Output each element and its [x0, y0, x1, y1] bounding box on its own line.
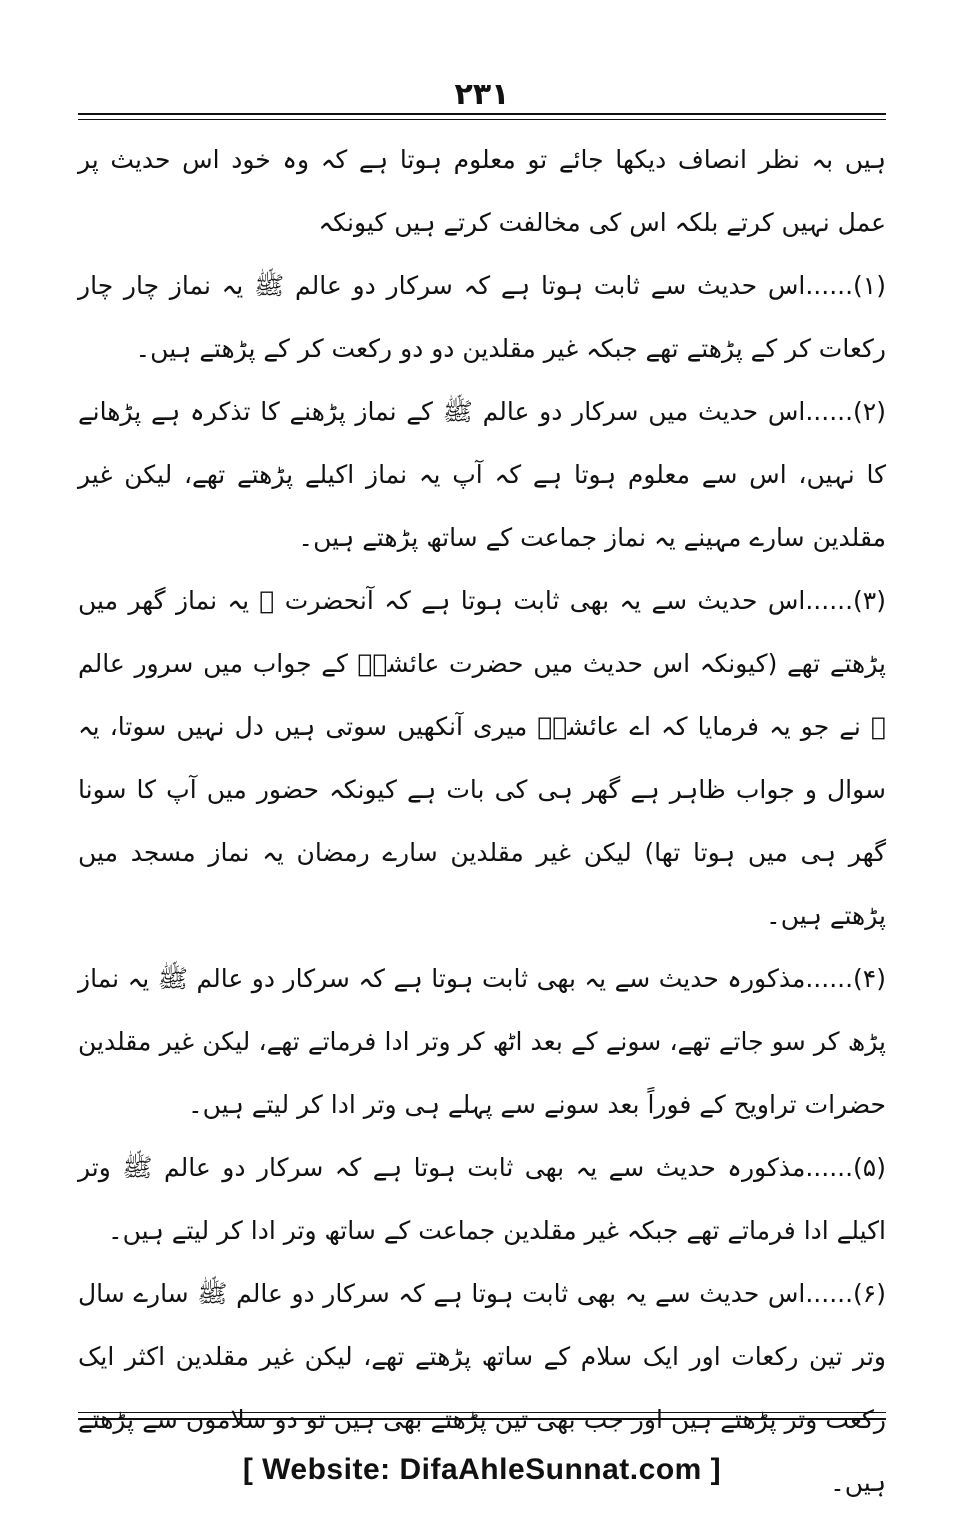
- footer-rule-thin: [78, 1412, 886, 1413]
- website-credit: [ Website: DifaAhleSunnat.com ]: [242, 1453, 722, 1486]
- point-5-paragraph: (۵)......مذکورہ حدیث سے یہ بھی ثابت ہوتا ہے کہ سرکار دو عالم ﷺ وتر اکیلے ادا فرماتے تھے جبکہ غیر مقلدین جماعت کے ساتھ وتر ادا کر لیتے ہیں۔: [78, 1153, 886, 1245]
- page-body: [78, 128, 886, 1514]
- point-6-paragraph: (۶)......اس حدیث سے یہ بھی ثابت ہوتا ہے کہ سرکار دو عالم ﷺ سارے سال وتر تین رکعات اور ایک سلام کے ساتھ پڑھتے تھے، لیکن غیر مقلدین اکثر ایک رکعت وتر پڑھتے ہیں اور جب بھی تین پڑھتے بھی ہیں تو دو سلاموں سے پڑھتے ہیں۔: [78, 1279, 886, 1497]
- point-1-paragraph: (۱)......اس حدیث سے ثابت ہوتا ہے کہ سرکار دو عالم ﷺ یہ نماز چار چار رکعات کر کے پڑھتے تھے جبکہ غیر مقلدین دو دو رکعت کر کے پڑھتے ہیں۔: [78, 271, 886, 363]
- point-3-paragraph: (۳)......اس حدیث سے یہ بھی ثابت ہوتا ہے کہ آنحضرت ﷺ یہ نماز گھر میں پڑھتے تھے (کیونکہ اس حدیث میں حضرت عائشہؓ کے جواب میں سرور عالم ﷺ نے جو یہ فرمایا کہ اے عائشہؓ میری آنکھیں سوتی ہیں دل نہیں سوتا، یہ سوال و جواب ظاہر ہے گھر ہی کی بات ہے کیونکہ حضور میں آپ کا سونا گھر ہی میں ہوتا تھا) لیکن غیر مقلدین سارے رمضان یہ نماز مسجد میں پڑھتے ہیں۔: [78, 586, 886, 930]
- point-2-paragraph: (۲)......اس حدیث میں سرکار دو عالم ﷺ کے نماز پڑھنے کا تذکرہ ہے پڑھانے کا نہیں، اس سے معلوم ہوتا ہے کہ آپ یہ نماز اکیلے پڑھتے تھے، لیکن غیر مقلدین سارے مہینے یہ نماز جماعت کے ساتھ پڑھتے ہیں۔: [78, 397, 886, 552]
- page-number: ۲۳۱: [454, 77, 510, 112]
- header-rule: [78, 113, 886, 115]
- point-4-paragraph: (۴)......مذکورہ حدیث سے یہ بھی ثابت ہوتا ہے کہ سرکار دو عالم ﷺ یہ نماز پڑھ کر سو جاتے تھے، سونے کے بعد اٹھ کر وتر ادا فرماتے تھے، لیکن غیر مقلدین حضرات تراویح کے فوراً بعد سونے سے پہلے ہی وتر ادا کر لیتے ہیں۔: [78, 964, 886, 1119]
- intro-paragraph: ہیں بہ نظر انصاف دیکھا جائے تو معلوم ہوتا ہے کہ وہ خود اس حدیث پر عمل نہیں کرتے بلکہ اس کی مخالفت کرتے ہیں کیونکہ: [78, 145, 886, 237]
- header-rule-thin: [78, 119, 886, 120]
- footer-rule: [78, 1418, 886, 1420]
